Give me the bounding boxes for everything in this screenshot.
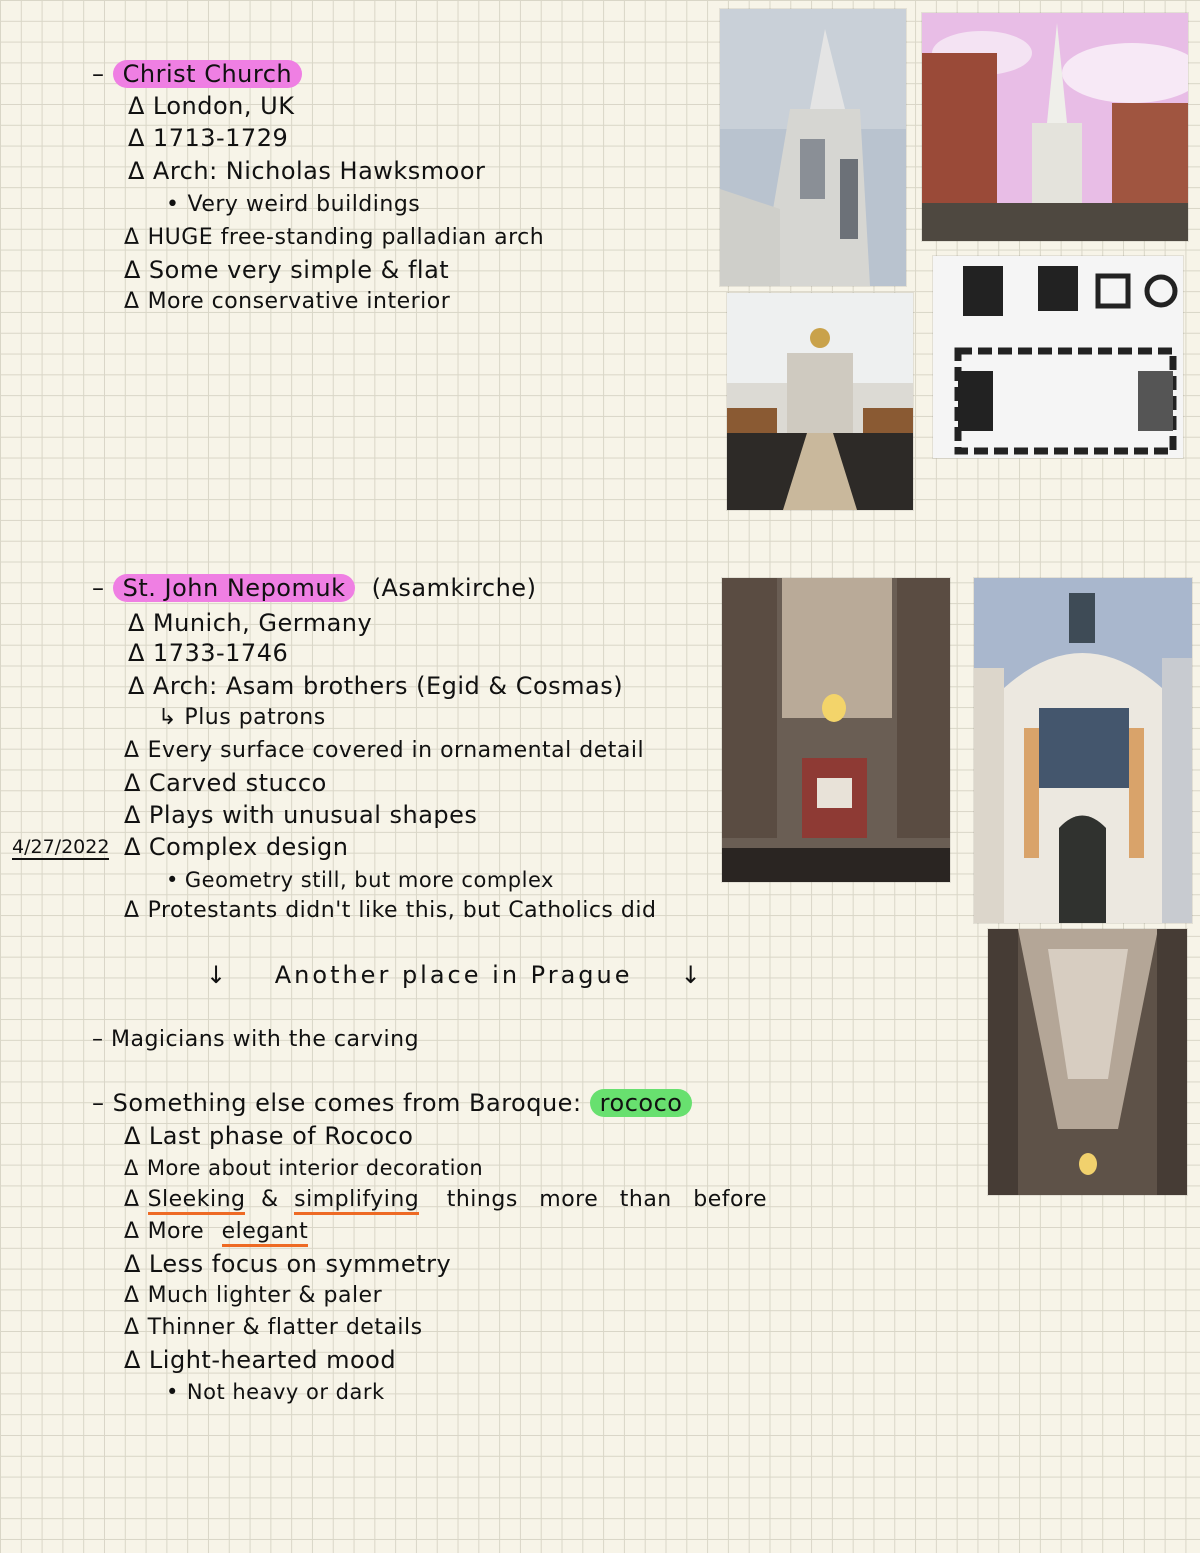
bullet-icon: • [166,868,179,892]
triangle-bullet-icon: Δ [124,833,141,861]
christ-church-item [128,124,288,152]
magicians-line [92,1026,419,1054]
st-john-item [124,801,477,829]
christ-church-subitem [166,191,420,219]
christ-church-steeple-photo [720,9,906,286]
rococo-item [124,1282,382,1310]
triangle-bullet-icon: Δ [124,1346,141,1374]
triangle-bullet-icon: Δ [124,1156,139,1180]
christ-church-title: Christ Church [113,60,302,88]
christ-church-interior-photo [727,293,913,510]
down-arrow-icon: ↓ [206,961,227,989]
rococo-not-heavy: Not heavy or dark [186,1380,385,1404]
triangle-bullet-icon: Δ [124,1250,141,1278]
st-john-shapes: Plays with unusual shapes [148,801,478,829]
st-john-item [128,609,372,637]
triangle-bullet-icon: Δ [124,1315,140,1340]
st-john-subitem [166,866,554,894]
christ-church-item [128,92,294,120]
st-john-geometry: Geometry still, but more complex [184,868,554,892]
christ-church-simple: Some very simple & flat [148,256,450,284]
rococo-elegant: elegant [222,1219,309,1247]
rococo-item [124,1314,423,1342]
arrow-note [206,961,701,989]
st-john-item [124,897,656,925]
rococo-item [124,1218,308,1246]
st-john-patrons: ↳ Plus patrons [158,705,326,730]
triangle-bullet-icon: Δ [128,672,145,700]
christ-church-architect: Arch: Nicholas Hawksmoor [152,157,486,185]
christ-church-item [124,288,450,316]
down-arrow-icon: ↓ [680,961,702,989]
dash-icon: – [92,1089,105,1117]
christ-church-item [128,157,485,185]
st-john-ornament: Every surface covered in ornamental detail [147,738,645,763]
christ-church-arch: HUGE free-standing palladian arch [147,225,545,250]
christ-church-weird: Very weird buildings [187,192,421,217]
rococo-simplifying: simplifying [294,1187,419,1215]
triangle-bullet-icon: Δ [124,898,140,923]
rococo-mood: Light-hearted mood [148,1346,397,1374]
christ-church-floor-plan [933,256,1183,458]
bullet-icon: • [166,1380,179,1404]
triangle-bullet-icon: Δ [124,1122,141,1150]
christ-church-interior: More conservative interior [147,289,451,314]
rococo-more: More [147,1219,205,1244]
triangle-bullet-icon: Δ [124,801,141,829]
rococo-highlight: rococo [590,1089,693,1117]
christ-church-location: London, UK [152,92,295,120]
triangle-bullet-icon: Δ [124,1283,140,1308]
rococo-subitem [166,1378,385,1406]
magicians-text: Magicians with the carving [111,1027,420,1052]
triangle-bullet-icon: Δ [124,769,141,797]
st-john-item [124,769,327,797]
triangle-bullet-icon: Δ [124,1187,140,1212]
st-john-item [128,639,288,667]
triangle-bullet-icon: Δ [128,92,145,120]
rococo-item [124,1346,396,1374]
rococo-sleeking: Sleeking [148,1187,246,1215]
triangle-bullet-icon: Δ [128,124,145,152]
christ-church-item [124,256,449,284]
christ-church-item [124,224,544,252]
dash-icon: – [92,574,105,602]
rococo-intro: Something else comes from Baroque: [112,1089,582,1117]
triangle-bullet-icon: Δ [124,738,140,763]
st-john-heading [92,574,536,602]
rococo-item [124,1122,413,1150]
triangle-bullet-icon: Δ [124,1219,140,1244]
christ-church-street-photo [922,13,1188,241]
dash-icon: – [92,60,105,88]
note-date: 4/27/2022 [12,836,110,858]
triangle-bullet-icon: Δ [124,289,140,314]
rococo-heading [92,1089,692,1117]
rococo-item [124,1186,767,1214]
rococo-thinner: Thinner & flatter details [147,1315,423,1340]
bullet-icon: • [166,192,180,217]
rococo-interior: More about interior decoration [146,1156,484,1180]
triangle-bullet-icon: Δ [128,157,145,185]
st-john-protestants: Protestants didn't like this, but Catholics did [147,898,657,923]
rococo-item [124,1250,451,1278]
triangle-bullet-icon: Δ [124,256,141,284]
st-john-item [124,737,644,765]
rococo-lighter: Much lighter & paler [147,1283,383,1308]
triangle-bullet-icon: Δ [124,225,140,250]
arrow-note-text: Another place in Prague [274,961,633,989]
rococo-last-phase: Last phase of Rococo [148,1122,414,1150]
st-john-title: St. John Nepomuk [113,574,356,602]
asamkirche-ceiling-photo [988,929,1187,1195]
st-john-subitem [158,704,326,732]
rococo-sleek-rest: things more than before [446,1187,768,1212]
st-john-item [128,672,623,700]
triangle-bullet-icon: Δ [128,639,145,667]
st-john-complex: Complex design [148,833,349,861]
rococo-symmetry: Less focus on symmetry [148,1250,452,1278]
st-john-subtitle: (Asamkirche) [371,574,537,602]
asamkirche-facade-photo [974,578,1192,923]
st-john-location: Munich, Germany [152,609,373,637]
dash-icon: – [92,1027,104,1052]
asamkirche-interior-photo [722,578,950,882]
triangle-bullet-icon: Δ [128,609,145,637]
rococo-amp: & [260,1187,279,1212]
st-john-dates: 1733-1746 [152,639,289,667]
st-john-stucco: Carved stucco [148,769,327,797]
rococo-item [124,1154,483,1182]
christ-church-dates: 1713-1729 [152,124,289,152]
st-john-item [124,833,348,861]
st-john-architect: Arch: Asam brothers (Egid & Cosmas) [152,672,624,700]
christ-church-heading [92,60,302,88]
